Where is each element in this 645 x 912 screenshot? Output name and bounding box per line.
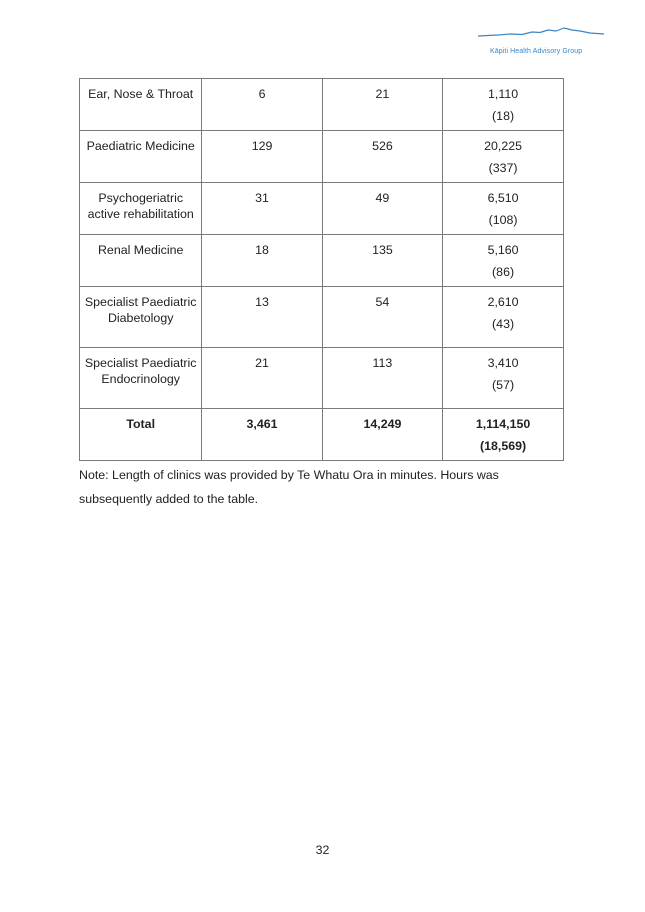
- value-cell: 21: [202, 348, 322, 409]
- specialty-cell: Ear, Nose & Throat: [80, 79, 202, 131]
- total-value: 14,249: [322, 409, 442, 461]
- table-row: [80, 79, 564, 131]
- table-row: [80, 131, 564, 183]
- specialty-cell: Paediatric Medicine: [80, 131, 202, 183]
- minutes-value: 3,410: [487, 356, 519, 370]
- minutes-hours-cell: [443, 287, 564, 348]
- minutes-hours-cell: [443, 79, 564, 131]
- value-cell: 113: [322, 348, 442, 409]
- specialty-cell: Specialist Paediatric Diabetology: [80, 287, 202, 348]
- hours-value: (57): [492, 378, 515, 392]
- total-minutes-value: 1,114,150: [475, 417, 531, 431]
- minutes-value: 1,110: [488, 87, 519, 101]
- logo: [476, 22, 608, 58]
- value-cell: 18: [202, 235, 322, 287]
- total-value: 3,461: [202, 409, 322, 461]
- table-row: [80, 183, 564, 235]
- minutes-hours-cell: [443, 235, 564, 287]
- value-cell: 6: [202, 79, 322, 131]
- value-cell: 135: [322, 235, 442, 287]
- page-number: 32: [315, 843, 330, 857]
- mountain-line-icon: [476, 22, 608, 42]
- total-hours-value: (18,569): [480, 439, 527, 453]
- specialty-cell: Psychogeriatric active rehabilitation: [80, 183, 202, 235]
- value-cell: 31: [202, 183, 322, 235]
- specialty-cell: Renal Medicine: [80, 235, 202, 287]
- hours-value: (43): [492, 317, 515, 331]
- table-row: [80, 287, 564, 348]
- value-cell: 49: [322, 183, 442, 235]
- clinics-table: [79, 78, 564, 461]
- total-minutes-hours-cell: [443, 409, 564, 461]
- value-cell: 13: [202, 287, 322, 348]
- value-cell: 129: [202, 131, 322, 183]
- minutes-value: 20,225: [484, 139, 523, 153]
- minutes-value: 5,160: [487, 243, 519, 257]
- minutes-value: 6,510: [487, 191, 519, 205]
- hours-value: (18): [492, 109, 515, 123]
- hours-value: (108): [488, 213, 518, 227]
- value-cell: 526: [322, 131, 442, 183]
- minutes-hours-cell: [443, 183, 564, 235]
- total-label: Total: [80, 409, 202, 461]
- table-row: [80, 348, 564, 409]
- total-row: [80, 409, 564, 461]
- hours-value: (86): [492, 265, 515, 279]
- minutes-hours-cell: [443, 348, 564, 409]
- specialty-cell: Specialist Paediatric Endocrinology: [80, 348, 202, 409]
- value-cell: 54: [322, 287, 442, 348]
- table-note: Note: Length of clinics was provided by Te Whatu Ora in minutes. Hours was subsequently added to the table.: [79, 468, 499, 506]
- hours-value: (337): [488, 161, 518, 175]
- logo-text: Kāpiti Health Advisory Group: [490, 48, 583, 55]
- minutes-hours-cell: [443, 131, 564, 183]
- table-row: [80, 235, 564, 287]
- minutes-value: 2,610: [487, 295, 519, 309]
- value-cell: 21: [322, 79, 442, 131]
